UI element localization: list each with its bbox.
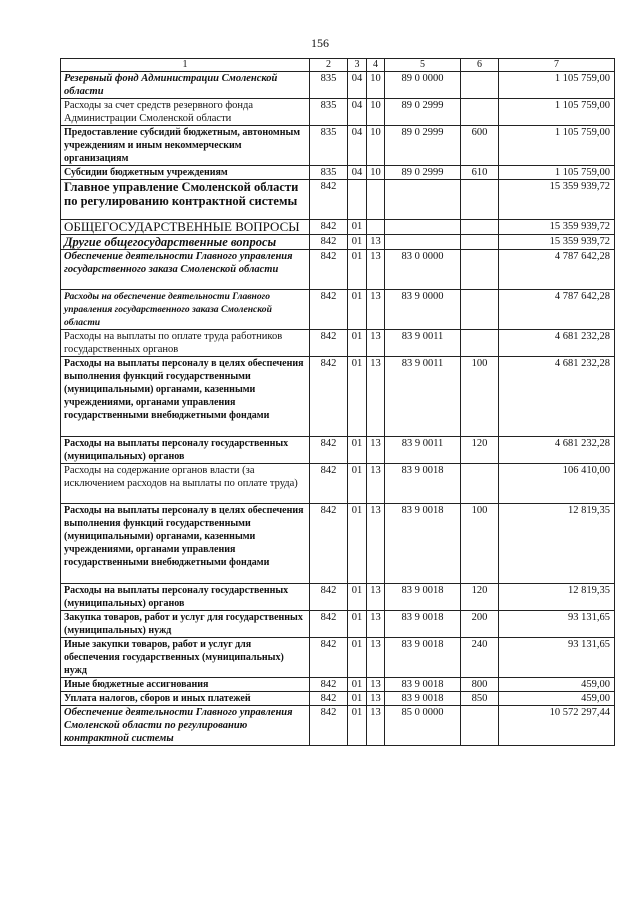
table-row: [61, 235, 615, 250]
cell-amount: 4 787 642,28: [499, 250, 615, 290]
table-row: [61, 126, 615, 166]
table-row: [61, 584, 615, 611]
cell-sub: 13: [367, 706, 385, 746]
cell-code: 842: [310, 464, 348, 504]
cell-code: 842: [310, 330, 348, 357]
cell-target: 83 0 0000: [385, 250, 461, 290]
cell-type: 120: [461, 437, 499, 464]
table-row: [61, 357, 615, 437]
cell-sec: 01: [348, 235, 367, 250]
cell-sec: 01: [348, 692, 367, 706]
cell-sub: 10: [367, 99, 385, 126]
cell-amount: 106 410,00: [499, 464, 615, 504]
cell-type: [461, 72, 499, 99]
cell-code: 835: [310, 99, 348, 126]
cell-amount: 4 787 642,28: [499, 290, 615, 330]
cell-sec: 01: [348, 638, 367, 678]
cell-amount: 12 819,35: [499, 584, 615, 611]
cell-target: 89 0 2999: [385, 166, 461, 180]
cell-sub: [367, 220, 385, 235]
cell-code: 842: [310, 706, 348, 746]
cell-type: [461, 464, 499, 504]
cell-sec: [348, 180, 367, 220]
cell-name: Расходы на содержание органов власти (за исключением расходов на выплаты по оплате труда): [61, 464, 310, 504]
cell-type: 800: [461, 678, 499, 692]
table-row: [61, 99, 615, 126]
cell-sec: 01: [348, 330, 367, 357]
cell-name: Расходы на выплаты по оплате труда работников государственных органов: [61, 330, 310, 357]
col-header-3: 3: [348, 59, 367, 72]
table-row: [61, 220, 615, 235]
cell-amount: 93 131,65: [499, 638, 615, 678]
cell-target: [385, 180, 461, 220]
cell-name: Другие общегосударственные вопросы: [61, 235, 310, 250]
cell-type: [461, 290, 499, 330]
cell-amount: 1 105 759,00: [499, 72, 615, 99]
cell-sec: 01: [348, 464, 367, 504]
cell-type: [461, 180, 499, 220]
cell-name: Субсидии бюджетным учреждениям: [61, 166, 310, 180]
cell-name: Обеспечение деятельности Главного управления государственного заказа Смоленской области: [61, 250, 310, 290]
cell-code: 842: [310, 504, 348, 584]
cell-type: 600: [461, 126, 499, 166]
cell-code: 842: [310, 220, 348, 235]
cell-code: 842: [310, 584, 348, 611]
cell-amount: 1 105 759,00: [499, 166, 615, 180]
cell-type: [461, 220, 499, 235]
cell-sec: 01: [348, 290, 367, 330]
cell-code: 842: [310, 180, 348, 220]
cell-target: [385, 235, 461, 250]
cell-sec: 04: [348, 99, 367, 126]
cell-target: 89 0 2999: [385, 126, 461, 166]
cell-name: Иные бюджетные ассигнования: [61, 678, 310, 692]
cell-type: [461, 235, 499, 250]
cell-code: 835: [310, 72, 348, 99]
cell-sub: 13: [367, 250, 385, 290]
cell-amount: 1 105 759,00: [499, 99, 615, 126]
cell-name: Предоставление субсидий бюджетным, автономным учреждениям и иным некоммерческим организациям: [61, 126, 310, 166]
cell-sub: 10: [367, 126, 385, 166]
cell-sec: 04: [348, 126, 367, 166]
cell-type: 240: [461, 638, 499, 678]
cell-sec: 01: [348, 706, 367, 746]
cell-code: 842: [310, 250, 348, 290]
cell-target: 89 0 0000: [385, 72, 461, 99]
cell-name: ОБЩЕГОСУДАРСТВЕННЫЕ ВОПРОСЫ: [61, 220, 310, 235]
budget-table: [60, 58, 615, 746]
cell-target: 83 9 0018: [385, 464, 461, 504]
cell-code: 835: [310, 166, 348, 180]
cell-name: Расходы на выплаты персоналу в целях обеспечения выполнения функций государственными (муниципальными) органами, казенными учреждениями, органами управления государственными внебюджетными фондами: [61, 357, 310, 437]
cell-target: 83 9 0000: [385, 290, 461, 330]
cell-sec: 01: [348, 357, 367, 437]
table-row: [61, 72, 615, 99]
cell-amount: 10 572 297,44: [499, 706, 615, 746]
cell-name: Расходы на выплаты персоналу в целях обеспечения выполнения функций государственными (муниципальными) органами, казенными учреждениями, органами управления государственными внебюджетными фондами: [61, 504, 310, 584]
table-row: [61, 692, 615, 706]
cell-name: Уплата налогов, сборов и иных платежей: [61, 692, 310, 706]
cell-type: 100: [461, 357, 499, 437]
table-row: [61, 437, 615, 464]
col-header-6: 6: [461, 59, 499, 72]
cell-type: 200: [461, 611, 499, 638]
table-row: [61, 180, 615, 220]
cell-amount: 4 681 232,28: [499, 437, 615, 464]
cell-code: 842: [310, 692, 348, 706]
cell-sec: 01: [348, 437, 367, 464]
cell-sub: 13: [367, 290, 385, 330]
cell-type: 610: [461, 166, 499, 180]
cell-code: 835: [310, 126, 348, 166]
cell-sec: 01: [348, 584, 367, 611]
col-header-5: 5: [385, 59, 461, 72]
table-row: [61, 290, 615, 330]
cell-code: 842: [310, 611, 348, 638]
cell-target: 83 9 0018: [385, 584, 461, 611]
cell-amount: 15 359 939,72: [499, 180, 615, 220]
table-row: [61, 166, 615, 180]
cell-sub: 13: [367, 330, 385, 357]
cell-amount: 4 681 232,28: [499, 357, 615, 437]
cell-sub: 13: [367, 504, 385, 584]
cell-name: Закупка товаров, работ и услуг для государственных (муниципальных) нужд: [61, 611, 310, 638]
cell-name: Главное управление Смоленской области по регулированию контрактной системы: [61, 180, 310, 220]
cell-type: [461, 250, 499, 290]
cell-name: Расходы на выплаты персоналу государственных (муниципальных) органов: [61, 584, 310, 611]
cell-code: 842: [310, 235, 348, 250]
table-row: [61, 638, 615, 678]
cell-target: 83 9 0011: [385, 437, 461, 464]
cell-sub: 10: [367, 166, 385, 180]
cell-name: Резервный фонд Администрации Смоленской области: [61, 72, 310, 99]
cell-sub: 13: [367, 464, 385, 504]
cell-code: 842: [310, 638, 348, 678]
cell-name: Обеспечение деятельности Главного управления Смоленской области по регулированию контрактной системы: [61, 706, 310, 746]
table-row: [61, 706, 615, 746]
table-row: [61, 330, 615, 357]
cell-sec: 01: [348, 250, 367, 290]
table-row: [61, 250, 615, 290]
cell-name: Расходы на обеспечение деятельности Главного управления государственного заказа Смоленской области: [61, 290, 310, 330]
cell-type: 850: [461, 692, 499, 706]
cell-amount: 15 359 939,72: [499, 235, 615, 250]
cell-sub: [367, 180, 385, 220]
cell-code: 842: [310, 678, 348, 692]
cell-sec: 04: [348, 166, 367, 180]
cell-target: 83 9 0018: [385, 611, 461, 638]
col-header-2: 2: [310, 59, 348, 72]
cell-sub: 13: [367, 235, 385, 250]
cell-name: Расходы на выплаты персоналу государственных (муниципальных) органов: [61, 437, 310, 464]
cell-sub: 13: [367, 584, 385, 611]
table-row: [61, 678, 615, 692]
cell-sec: 01: [348, 611, 367, 638]
cell-sub: 13: [367, 357, 385, 437]
cell-type: [461, 330, 499, 357]
cell-name: Иные закупки товаров, работ и услуг для обеспечения государственных (муниципальных) нужд: [61, 638, 310, 678]
cell-target: 85 0 0000: [385, 706, 461, 746]
col-header-7: 7: [499, 59, 615, 72]
cell-target: 83 9 0018: [385, 678, 461, 692]
cell-amount: 12 819,35: [499, 504, 615, 584]
table-row: [61, 504, 615, 584]
cell-amount: 1 105 759,00: [499, 126, 615, 166]
cell-code: 842: [310, 290, 348, 330]
col-header-4: 4: [367, 59, 385, 72]
cell-type: [461, 99, 499, 126]
cell-sub: 10: [367, 72, 385, 99]
cell-target: [385, 220, 461, 235]
cell-target: 83 9 0011: [385, 330, 461, 357]
cell-code: 842: [310, 437, 348, 464]
cell-amount: 459,00: [499, 692, 615, 706]
cell-type: 100: [461, 504, 499, 584]
cell-code: 842: [310, 357, 348, 437]
cell-sec: 01: [348, 220, 367, 235]
cell-target: 83 9 0018: [385, 504, 461, 584]
table-row: [61, 464, 615, 504]
cell-target: 83 9 0018: [385, 692, 461, 706]
cell-type: 120: [461, 584, 499, 611]
header-row: [61, 59, 615, 72]
cell-sec: 04: [348, 72, 367, 99]
cell-sub: 13: [367, 678, 385, 692]
cell-amount: 93 131,65: [499, 611, 615, 638]
cell-amount: 4 681 232,28: [499, 330, 615, 357]
cell-sub: 13: [367, 611, 385, 638]
cell-target: 89 0 2999: [385, 99, 461, 126]
cell-target: 83 9 0018: [385, 638, 461, 678]
cell-amount: 459,00: [499, 678, 615, 692]
col-header-1: 1: [61, 59, 310, 72]
cell-sec: 01: [348, 678, 367, 692]
cell-sec: 01: [348, 504, 367, 584]
cell-type: [461, 706, 499, 746]
cell-target: 83 9 0011: [385, 357, 461, 437]
table-row: [61, 611, 615, 638]
cell-sub: 13: [367, 437, 385, 464]
cell-name: Расходы за счет средств резервного фонда Администрации Смоленской области: [61, 99, 310, 126]
page-number: 156: [311, 36, 329, 50]
cell-sub: 13: [367, 692, 385, 706]
cell-amount: 15 359 939,72: [499, 220, 615, 235]
cell-sub: 13: [367, 638, 385, 678]
